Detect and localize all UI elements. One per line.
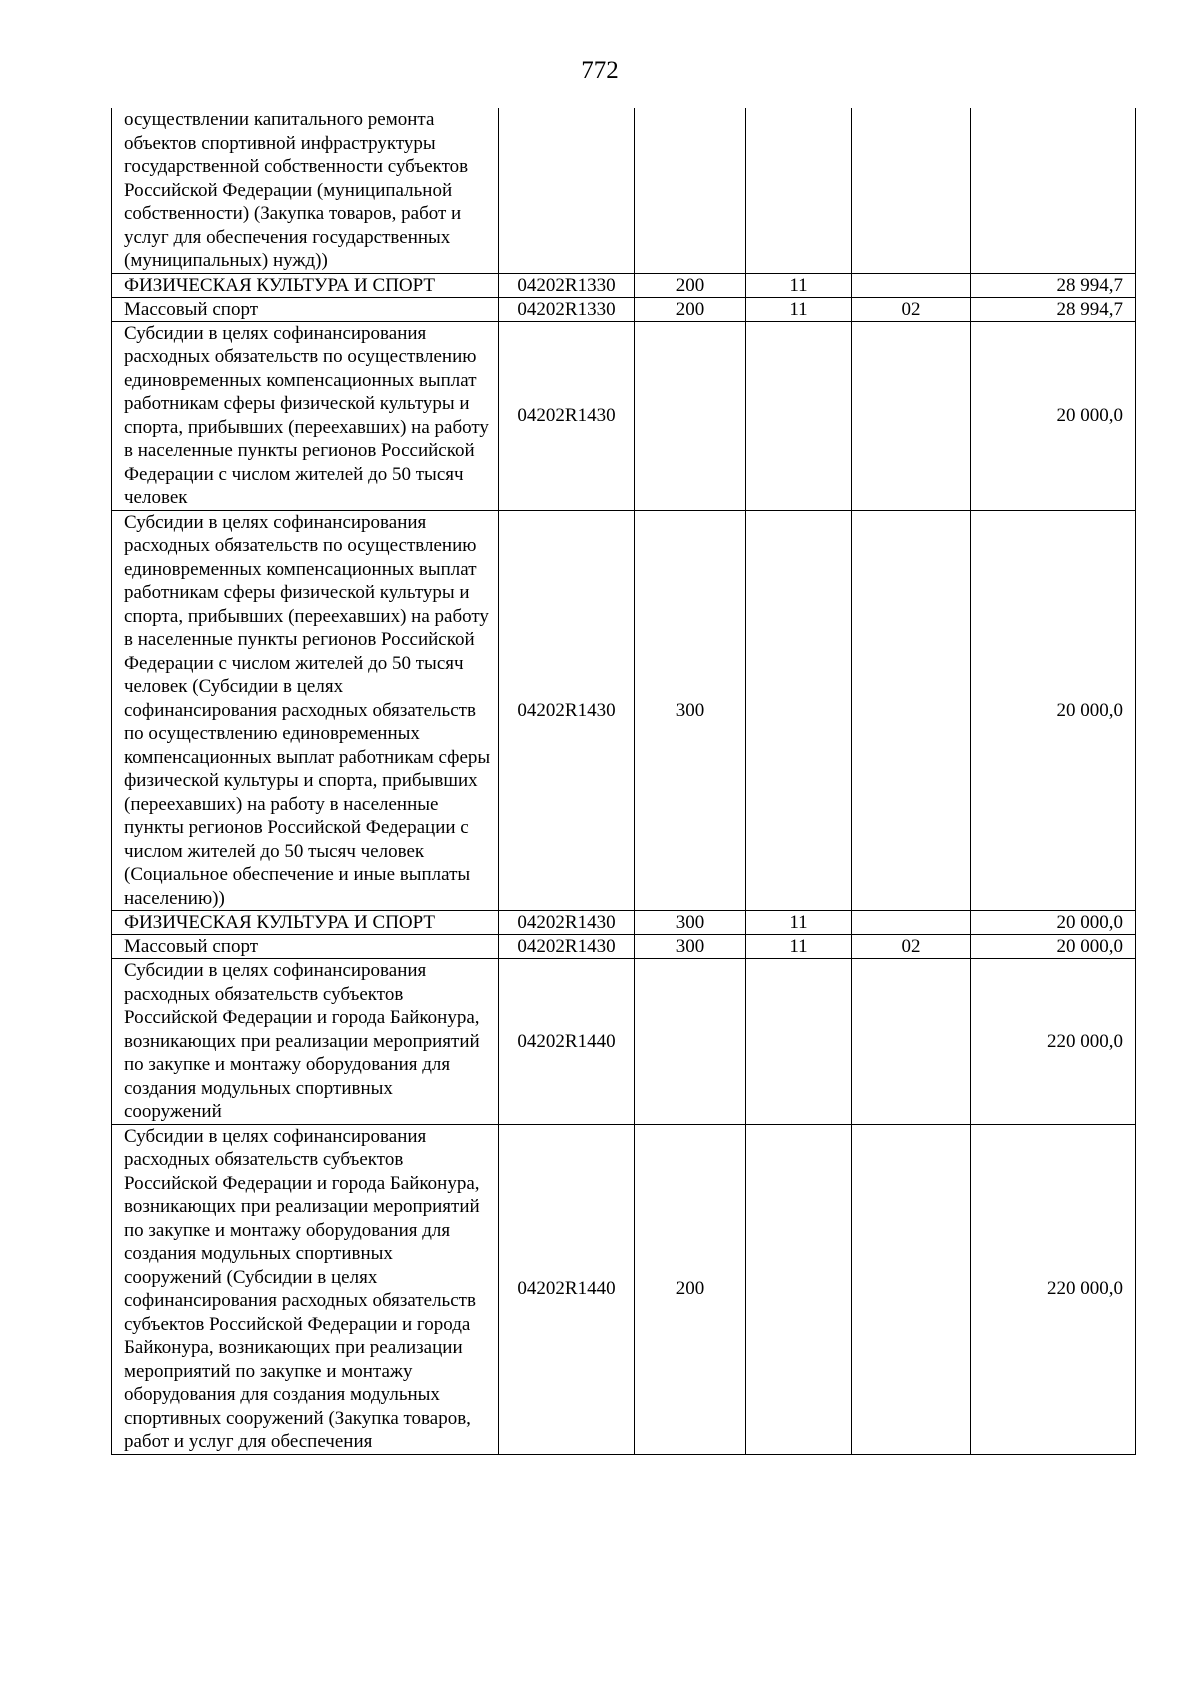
amount-cell: 20 000,0	[971, 935, 1136, 959]
expense-type-cell: 200	[635, 273, 746, 297]
amount-cell: 220 000,0	[971, 959, 1136, 1125]
table-row	[112, 911, 1136, 935]
expense-type-cell: 300	[635, 911, 746, 935]
table-row	[112, 108, 1136, 273]
target-article-cell: 04202R1440	[499, 1124, 635, 1454]
row-name-cell: Субсидии в целях софинансирования расходных обязательств по осуществлению единовременных компенсационных выплат работникам сферы физической культуры и спорта, прибывших (переехавших) на работу в населенные пункты регионов Российской Федерации с числом жителей до 50 тысяч человек (Субсидии в целях софинансирования расходных обязательств по осуществлению единовременных компенсационных выплат работникам сферы физической культуры и спорта, прибывших (переехавших) на работу в населенные пункты регионов Российской Федерации с числом жителей до 50 тысяч человек (Социальное обеспечение и иные выплаты населению))	[112, 510, 499, 911]
table-row	[112, 273, 1136, 297]
row-name-cell: осуществлении капитального ремонта объектов спортивной инфраструктуры государственной собственности субъектов Российской Федерации (муниципальной собственности) (Закупка товаров, работ и услуг для обеспечения государственных (муниципальных) нужд))	[112, 108, 499, 273]
expense-type-cell	[635, 321, 746, 510]
expense-type-cell: 200	[635, 1124, 746, 1454]
subsection-cell	[852, 108, 971, 273]
target-article-cell: 04202R1440	[499, 959, 635, 1125]
section-cell	[746, 321, 852, 510]
subsection-cell	[852, 273, 971, 297]
budget-table	[111, 108, 1136, 1455]
table-row	[112, 321, 1136, 510]
row-name-cell: Субсидии в целях софинансирования расходных обязательств субъектов Российской Федерации и города Байконура, возникающих при реализации мероприятий по закупке и монтажу оборудования для создания модульных спортивных сооружений (Субсидии в целях софинансирования расходных обязательств субъектов Российской Федерации и города Байконура, возникающих при реализации мероприятий по закупке и монтажу оборудования для создания модульных спортивных сооружений (Закупка товаров, работ и услуг для обеспечения	[112, 1124, 499, 1454]
row-name-cell: Массовый спорт	[112, 935, 499, 959]
section-cell: 11	[746, 935, 852, 959]
subsection-cell	[852, 321, 971, 510]
expense-type-cell	[635, 959, 746, 1125]
section-cell: 11	[746, 911, 852, 935]
table-row	[112, 935, 1136, 959]
subsection-cell: 02	[852, 297, 971, 321]
amount-cell: 220 000,0	[971, 1124, 1136, 1454]
section-cell	[746, 510, 852, 911]
subsection-cell	[852, 959, 971, 1125]
expense-type-cell: 300	[635, 510, 746, 911]
page-number: 772	[581, 57, 619, 84]
target-article-cell: 04202R1430	[499, 935, 635, 959]
expense-type-cell	[635, 108, 746, 273]
amount-cell: 20 000,0	[971, 321, 1136, 510]
target-article-cell: 04202R1430	[499, 911, 635, 935]
subsection-cell	[852, 510, 971, 911]
target-article-cell: 04202R1430	[499, 321, 635, 510]
amount-cell: 20 000,0	[971, 911, 1136, 935]
table-row	[112, 1124, 1136, 1454]
section-cell	[746, 108, 852, 273]
table-row	[112, 959, 1136, 1125]
amount-cell: 28 994,7	[971, 297, 1136, 321]
subsection-cell: 02	[852, 935, 971, 959]
row-name-cell: Массовый спорт	[112, 297, 499, 321]
target-article-cell: 04202R1430	[499, 510, 635, 911]
expense-type-cell: 300	[635, 935, 746, 959]
section-cell: 11	[746, 273, 852, 297]
section-cell: 11	[746, 297, 852, 321]
section-cell	[746, 1124, 852, 1454]
target-article-cell	[499, 108, 635, 273]
subsection-cell	[852, 911, 971, 935]
subsection-cell	[852, 1124, 971, 1454]
row-name-cell: Субсидии в целях софинансирования расходных обязательств субъектов Российской Федерации и города Байконура, возникающих при реализации мероприятий по закупке и монтажу оборудования для создания модульных спортивных сооружений	[112, 959, 499, 1125]
row-name-cell: ФИЗИЧЕСКАЯ КУЛЬТУРА И СПОРТ	[112, 273, 499, 297]
row-name-cell: Субсидии в целях софинансирования расходных обязательств по осуществлению единовременных компенсационных выплат работникам сферы физической культуры и спорта, прибывших (переехавших) на работу в населенные пункты регионов Российской Федерации с числом жителей до 50 тысяч человек	[112, 321, 499, 510]
table-row	[112, 297, 1136, 321]
table-row	[112, 510, 1136, 911]
target-article-cell: 04202R1330	[499, 273, 635, 297]
amount-cell	[971, 108, 1136, 273]
amount-cell: 20 000,0	[971, 510, 1136, 911]
section-cell	[746, 959, 852, 1125]
amount-cell: 28 994,7	[971, 273, 1136, 297]
row-name-cell: ФИЗИЧЕСКАЯ КУЛЬТУРА И СПОРТ	[112, 911, 499, 935]
target-article-cell: 04202R1330	[499, 297, 635, 321]
expense-type-cell: 200	[635, 297, 746, 321]
